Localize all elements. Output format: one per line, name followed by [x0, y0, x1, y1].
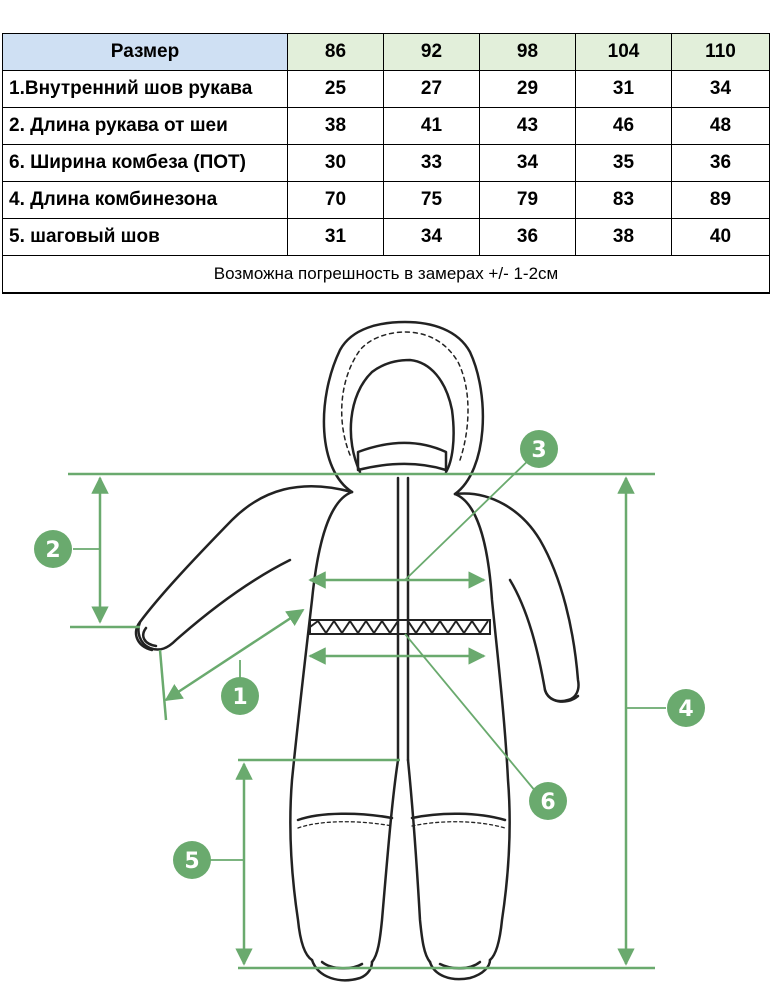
value-cell: 89 [672, 182, 770, 219]
size-table [2, 33, 770, 294]
value-cell: 30 [288, 145, 384, 182]
badge-5 [173, 841, 211, 879]
coverall-diagram [0, 300, 771, 1000]
value-cell: 34 [384, 219, 480, 256]
measurement-note: Возможна погрешность в замерах +/- 1-2см [3, 256, 770, 294]
size-cell: 98 [480, 34, 576, 71]
row-label: 2. Длина рукава от шеи [3, 108, 288, 145]
value-cell: 40 [672, 219, 770, 256]
coverall-outline [136, 322, 579, 980]
table-row [3, 71, 770, 108]
value-cell: 35 [576, 145, 672, 182]
foot-strap-left [312, 960, 372, 980]
value-cell: 43 [480, 108, 576, 145]
badge-6 [529, 782, 567, 820]
header-label: Размер [3, 34, 288, 71]
table-row [3, 219, 770, 256]
value-cell: 31 [288, 219, 384, 256]
value-cell: 33 [384, 145, 480, 182]
value-cell: 46 [576, 108, 672, 145]
value-cell: 34 [672, 71, 770, 108]
hood-inner [351, 360, 454, 472]
table-row [3, 182, 770, 219]
row-label: 6. Ширина комбеза (ПОТ) [3, 145, 288, 182]
value-cell: 25 [288, 71, 384, 108]
value-cell: 48 [672, 108, 770, 145]
row-label: 5. шаговый шов [3, 219, 288, 256]
knee-patch-right [412, 814, 505, 820]
svg-text:4: 4 [678, 697, 694, 722]
table-row [3, 145, 770, 182]
measurement-lines [68, 452, 666, 968]
badge-2 [34, 530, 72, 568]
body-left [290, 492, 352, 960]
note-row [3, 256, 770, 294]
badge-1 [221, 677, 259, 715]
value-cell: 41 [384, 108, 480, 145]
value-cell: 79 [480, 182, 576, 219]
leg-inner [372, 760, 430, 962]
table-header-row [3, 34, 770, 71]
size-cell: 104 [576, 34, 672, 71]
row-label: 4. Длина комбинезона [3, 182, 288, 219]
foot-strap-right [430, 960, 490, 979]
waist-band [310, 620, 490, 634]
value-cell: 75 [384, 182, 480, 219]
collar [358, 443, 446, 470]
badge-4 [667, 689, 705, 727]
table-row [3, 108, 770, 145]
value-cell: 38 [288, 108, 384, 145]
size-cell: 92 [384, 34, 480, 71]
badge-3 [520, 430, 558, 468]
value-cell: 36 [672, 145, 770, 182]
knee-patch-left [298, 814, 392, 820]
size-cell: 86 [288, 34, 384, 71]
value-cell: 27 [384, 71, 480, 108]
row-label: 1.Внутренний шов рукава [3, 71, 288, 108]
value-cell: 83 [576, 182, 672, 219]
value-cell: 36 [480, 219, 576, 256]
svg-text:5: 5 [184, 849, 200, 874]
value-cell: 29 [480, 71, 576, 108]
size-cell: 110 [672, 34, 770, 71]
right-sleeve [455, 493, 579, 701]
value-cell: 34 [480, 145, 576, 182]
svg-text:2: 2 [45, 538, 61, 563]
svg-text:3: 3 [531, 438, 547, 463]
value-cell: 70 [288, 182, 384, 219]
value-cell: 31 [576, 71, 672, 108]
svg-text:1: 1 [232, 685, 248, 710]
hood-outer [324, 322, 483, 494]
svg-text:6: 6 [540, 790, 556, 815]
value-cell: 38 [576, 219, 672, 256]
